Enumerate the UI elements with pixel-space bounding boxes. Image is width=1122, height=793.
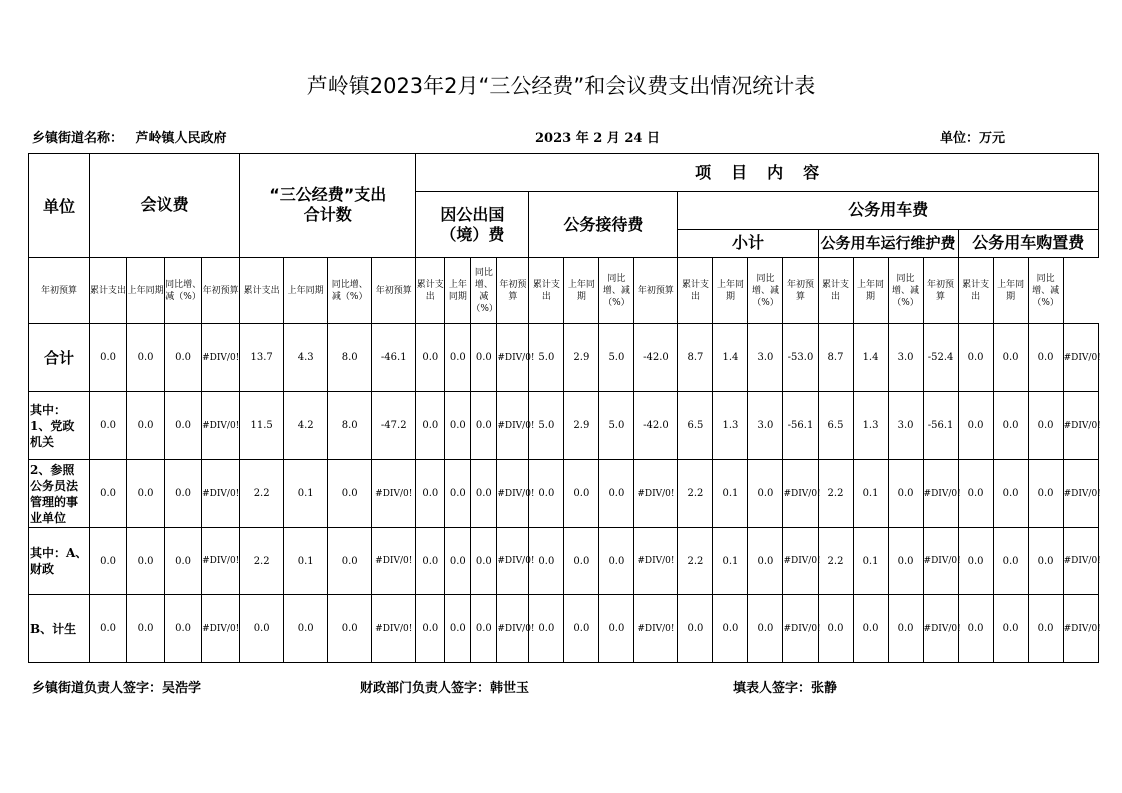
- table-cell: 0.0: [678, 595, 713, 663]
- table-cell: #DIV/0!: [1063, 527, 1098, 595]
- table-cell: 0.0: [599, 595, 634, 663]
- subheader-cumulative-header: 累计支出: [416, 257, 445, 324]
- table-cell: 8.0: [328, 324, 372, 392]
- table-cell: 1.3: [713, 391, 748, 460]
- table-cell: 0.0: [90, 391, 127, 460]
- table-cell: 0.0: [165, 527, 202, 595]
- table-cell: 6.5: [678, 391, 713, 460]
- table-cell: 2.2: [240, 527, 284, 595]
- subheader-budget-header: 年初预算: [497, 257, 529, 324]
- table-row: [29, 595, 1099, 663]
- table-cell: 3.0: [748, 324, 783, 392]
- table-cell: 0.0: [1028, 324, 1063, 392]
- table-cell: 0.0: [1028, 527, 1063, 595]
- table-cell: 5.0: [599, 324, 634, 392]
- table-cell: #DIV/0!: [923, 527, 958, 595]
- table-cell: #DIV/0!: [372, 527, 416, 595]
- row-label: B、计生: [29, 595, 90, 663]
- table-cell: -56.1: [923, 391, 958, 460]
- header-three-public-total: [240, 154, 416, 258]
- table-cell: #DIV/0!: [497, 595, 529, 663]
- header-project-char-4: 容: [803, 162, 820, 182]
- row-label: 2、参照 公务员法 管理的事 业单位: [29, 460, 90, 528]
- table-row: [29, 527, 1099, 595]
- table-cell: 0.0: [529, 527, 564, 595]
- table-cell: 3.0: [748, 391, 783, 460]
- subheader-last-year-header: 上年同期: [713, 257, 748, 324]
- table-cell: #DIV/0!: [497, 460, 529, 528]
- table-cell: 0.0: [445, 527, 471, 595]
- report-date: 2023 年 2 月 24 日: [535, 131, 660, 146]
- header-project-char-2: 目: [731, 162, 748, 182]
- table-cell: #DIV/0!: [497, 527, 529, 595]
- table-cell: 0.0: [90, 460, 127, 528]
- table-cell: -42.0: [634, 324, 678, 392]
- table-cell: #DIV/0!: [202, 527, 240, 595]
- table-cell: #DIV/0!: [783, 527, 818, 595]
- subheader-cumulative-header: 累计支出: [818, 257, 853, 324]
- table-cell: #DIV/0!: [372, 595, 416, 663]
- subheader-cumulative-header: 累计支出: [678, 257, 713, 324]
- table-cell: 0.0: [564, 527, 599, 595]
- table-cell: 0.0: [888, 527, 923, 595]
- row-label: 其中： 1、党政 机关: [29, 391, 90, 460]
- subheader-last-year-header: 上年同期: [445, 257, 471, 324]
- table-cell: 5.0: [529, 391, 564, 460]
- table-cell: 0.0: [853, 595, 888, 663]
- table-cell: 8.0: [328, 391, 372, 460]
- table-cell: 0.0: [445, 460, 471, 528]
- subheader-budget-header: 年初预算: [202, 257, 240, 324]
- table-cell: #DIV/0!: [923, 595, 958, 663]
- table-cell: 0.0: [471, 460, 497, 528]
- unit-name-label: 乡镇街道名称：: [32, 131, 124, 146]
- table-cell: 0.0: [748, 460, 783, 528]
- subheader-yoy-header: 同比增、减（%）: [1028, 257, 1063, 324]
- table-cell: 0.0: [328, 460, 372, 528]
- street-leader-signature: 乡镇街道负责人签字：吴浩学: [32, 681, 202, 696]
- table-cell: 3.0: [888, 324, 923, 392]
- table-cell: 0.1: [853, 460, 888, 528]
- data-rows: [29, 324, 1099, 663]
- subheader-last-year-header: 上年同期: [853, 257, 888, 324]
- table-cell: 0.0: [958, 527, 993, 595]
- table-cell: 0.0: [958, 460, 993, 528]
- table-cell: #DIV/0!: [634, 595, 678, 663]
- header-reception-fee: 公务接待费: [529, 192, 678, 258]
- table-cell: 11.5: [240, 391, 284, 460]
- table-cell: 0.0: [90, 595, 127, 663]
- table-cell: 5.0: [529, 324, 564, 392]
- table-cell: #DIV/0!: [202, 460, 240, 528]
- table-cell: 0.0: [416, 324, 445, 392]
- table-cell: #DIV/0!: [783, 595, 818, 663]
- table-cell: 0.0: [165, 391, 202, 460]
- table-cell: 0.0: [599, 460, 634, 528]
- table-cell: 2.2: [678, 460, 713, 528]
- table-cell: -46.1: [372, 324, 416, 392]
- table-cell: #DIV/0!: [1063, 460, 1098, 528]
- table-cell: 0.0: [1028, 460, 1063, 528]
- table-cell: 0.0: [416, 391, 445, 460]
- table-cell: 0.0: [1028, 595, 1063, 663]
- table-cell: #DIV/0!: [372, 460, 416, 528]
- table-cell: 0.0: [127, 595, 165, 663]
- table-cell: 0.0: [445, 324, 471, 392]
- header-unit: 单位: [29, 154, 90, 258]
- table-row: [29, 460, 1099, 528]
- header-vehicle-maintenance: 公务用车运行维护费: [818, 229, 958, 257]
- subheader-cumulative-header: 累计支出: [240, 257, 284, 324]
- table-cell: #DIV/0!: [923, 460, 958, 528]
- header-three-public-line2: 合计数: [303, 205, 352, 225]
- table-cell: -53.0: [783, 324, 818, 392]
- table-cell: #DIV/0!: [202, 324, 240, 392]
- table-cell: 0.0: [958, 391, 993, 460]
- header-abroad-line1: 因公出国: [440, 204, 505, 224]
- table-cell: 2.2: [818, 460, 853, 528]
- table-cell: #DIV/0!: [1063, 595, 1098, 663]
- table-cell: 0.0: [90, 324, 127, 392]
- table-cell: 8.7: [818, 324, 853, 392]
- subheader-row: [29, 257, 1099, 324]
- table-cell: 8.7: [678, 324, 713, 392]
- subheader-yoy-header: 同比增、减（%）: [748, 257, 783, 324]
- table-cell: 13.7: [240, 324, 284, 392]
- table-cell: 1.4: [853, 324, 888, 392]
- table-cell: #DIV/0!: [202, 391, 240, 460]
- table-cell: 0.0: [529, 595, 564, 663]
- table-cell: 0.0: [127, 527, 165, 595]
- subheader-last-year-header: 上年同期: [284, 257, 328, 324]
- table-cell: 0.0: [993, 527, 1028, 595]
- table-cell: 0.0: [471, 324, 497, 392]
- table-cell: -47.2: [372, 391, 416, 460]
- table-cell: 0.0: [958, 324, 993, 392]
- subheader-last-year-header: 上年同期: [564, 257, 599, 324]
- subheader-yoy-header: 同比增、减（%）: [328, 257, 372, 324]
- table-cell: 0.0: [127, 460, 165, 528]
- table-cell: 0.0: [599, 527, 634, 595]
- unit-of-measure: 单位：万元: [940, 131, 1006, 146]
- table-cell: 0.0: [1028, 391, 1063, 460]
- table-cell: 0.0: [165, 324, 202, 392]
- table-cell: -52.4: [923, 324, 958, 392]
- table-cell: 1.4: [713, 324, 748, 392]
- page-title: 芦岭镇2023年2月“三公经费”和会议费支出情况统计表: [306, 74, 816, 98]
- subheader-budget-header: 年初预算: [923, 257, 958, 324]
- table-cell: 0.0: [416, 460, 445, 528]
- table-cell: 0.0: [416, 595, 445, 663]
- header-project-content: [416, 154, 1099, 192]
- table-cell: -42.0: [634, 391, 678, 460]
- subheader-yoy-header: 同比增、减（%）: [599, 257, 634, 324]
- table-cell: #DIV/0!: [497, 324, 529, 392]
- table-cell: 0.0: [958, 595, 993, 663]
- table-cell: 0.0: [127, 324, 165, 392]
- table-cell: 2.2: [240, 460, 284, 528]
- table-cell: 0.0: [993, 460, 1028, 528]
- table-cell: #DIV/0!: [1063, 324, 1098, 392]
- header-vehicle-fee: 公务用车费: [678, 192, 1099, 229]
- table-cell: 0.0: [529, 460, 564, 528]
- subheader-cumulative-header: 累计支出: [90, 257, 127, 324]
- table-cell: 2.2: [678, 527, 713, 595]
- table-cell: 0.1: [713, 460, 748, 528]
- table-cell: 0.0: [471, 527, 497, 595]
- table-cell: 0.1: [853, 527, 888, 595]
- table-cell: 0.0: [165, 460, 202, 528]
- header-abroad-line2: （境）费: [440, 224, 505, 244]
- table-cell: 0.1: [713, 527, 748, 595]
- table-cell: 0.0: [888, 595, 923, 663]
- subheader-last-year-header: 上年同期: [993, 257, 1028, 324]
- table-cell: 0.0: [888, 460, 923, 528]
- table-cell: #DIV/0!: [783, 460, 818, 528]
- table-cell: 0.0: [471, 595, 497, 663]
- table-cell: 2.9: [564, 391, 599, 460]
- table-cell: #DIV/0!: [634, 527, 678, 595]
- table-cell: 0.0: [416, 527, 445, 595]
- table-cell: 0.0: [284, 595, 328, 663]
- header-vehicle-purchase: 公务用车购置费: [958, 229, 1098, 257]
- table-cell: 0.0: [713, 595, 748, 663]
- header-abroad-fee: [416, 192, 529, 258]
- table-cell: 5.0: [599, 391, 634, 460]
- table-cell: 0.0: [328, 595, 372, 663]
- table-cell: 0.0: [564, 460, 599, 528]
- table-cell: #DIV/0!: [634, 460, 678, 528]
- header-three-public-line1: “三公经费”支出: [269, 185, 387, 205]
- table-cell: 0.0: [818, 595, 853, 663]
- table-cell: 2.9: [564, 324, 599, 392]
- table-cell: #DIV/0!: [202, 595, 240, 663]
- table-cell: 0.0: [445, 391, 471, 460]
- table-cell: 1.3: [853, 391, 888, 460]
- header-project-char-1: 项: [695, 162, 712, 182]
- subheader-yoy-header: 同比增、减（%）: [165, 257, 202, 324]
- expense-table: [28, 153, 1099, 663]
- subheader-cumulative-header: 累计支出: [529, 257, 564, 324]
- subheader-yoy-header: 同比增、减（%）: [471, 257, 497, 324]
- row-label: 合计: [29, 324, 90, 392]
- table-cell: 0.0: [445, 595, 471, 663]
- table-cell: 0.0: [328, 527, 372, 595]
- table-cell: 0.0: [748, 527, 783, 595]
- row-label: 其中：A、 财政: [29, 527, 90, 595]
- filler-signature: 填表人签字：张静: [733, 681, 838, 696]
- table-cell: 0.1: [284, 527, 328, 595]
- subheader-yoy-header: 同比增、减（%）: [888, 257, 923, 324]
- table-cell: 4.2: [284, 391, 328, 460]
- unit-name-field: [32, 127, 227, 146]
- finance-leader-signature: 财政部门负责人签字：韩世玉: [360, 681, 530, 696]
- table-cell: 0.0: [165, 595, 202, 663]
- unit-name-value: 芦岭镇人民政府: [135, 131, 227, 146]
- subheader-budget-header: 年初预算: [372, 257, 416, 324]
- subheader-cumulative-header: 累计支出: [958, 257, 993, 324]
- table-cell: 0.0: [90, 527, 127, 595]
- table-cell: 0.0: [471, 391, 497, 460]
- table-cell: 6.5: [818, 391, 853, 460]
- header-project-char-3: 内: [767, 162, 784, 182]
- table-cell: -56.1: [783, 391, 818, 460]
- table-cell: 0.0: [993, 595, 1028, 663]
- subheader-budget-header: 年初预算: [29, 257, 90, 324]
- table-cell: 0.0: [240, 595, 284, 663]
- table-row: [29, 391, 1099, 460]
- table-cell: 0.0: [993, 391, 1028, 460]
- table-cell: 0.0: [127, 391, 165, 460]
- table-cell: #DIV/0!: [1063, 391, 1098, 460]
- table-cell: #DIV/0!: [497, 391, 529, 460]
- table-cell: 0.0: [993, 324, 1028, 392]
- subheader-budget-header: 年初预算: [783, 257, 818, 324]
- subheader-last-year-header: 上年同期: [127, 257, 165, 324]
- table-cell: 2.2: [818, 527, 853, 595]
- table-cell: 0.0: [564, 595, 599, 663]
- table-row: [29, 324, 1099, 392]
- header-subtotal: 小计: [678, 229, 818, 257]
- table-cell: 0.1: [284, 460, 328, 528]
- subheader-budget-header: 年初预算: [634, 257, 678, 324]
- header-meeting-fee: 会议费: [90, 154, 240, 258]
- table-cell: 3.0: [888, 391, 923, 460]
- table-cell: 4.3: [284, 324, 328, 392]
- table-cell: 0.0: [748, 595, 783, 663]
